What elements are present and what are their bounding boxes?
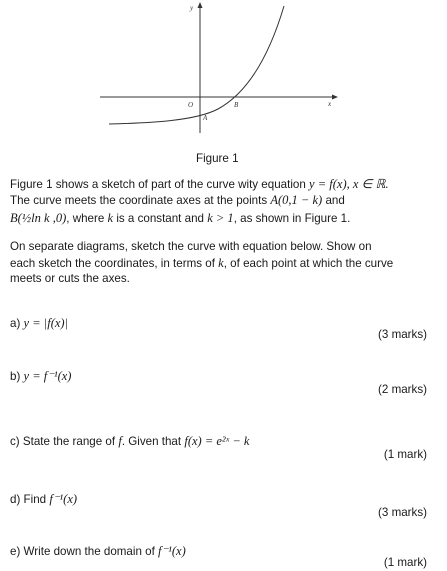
intro-line-3-end: , as shown in Figure 1.	[233, 212, 351, 225]
figure-1-graph	[0, 0, 447, 140]
intro-k-condition: k > 1	[207, 211, 234, 225]
question-a-math: y = |f(x)|	[23, 316, 68, 330]
intro-line-3-where: , where	[66, 212, 105, 225]
question-c-marks: (1 mark)	[383, 448, 427, 461]
question-d-text: Find	[23, 493, 47, 506]
question-b-math: y = f⁻¹(x)	[23, 369, 72, 383]
instructions-k-symbol: k	[218, 256, 224, 270]
intro-line-2	[10, 192, 345, 209]
instructions-line-3: meets or cuts the axes.	[10, 272, 130, 285]
y-axis-arrow	[198, 2, 203, 8]
question-c-text: State the range of	[22, 435, 116, 448]
question-a	[10, 315, 68, 332]
instructions-line-2	[10, 255, 393, 272]
intro-k-symbol: k	[107, 211, 114, 225]
question-c-function: f(x) = e²ˣ − k	[184, 434, 250, 448]
question-c-text-2: . Given that	[121, 435, 182, 448]
intro-line-1-text: Figure 1 shows a sketch of part of the curve wity equation	[10, 178, 306, 191]
x-axis-label: x	[328, 100, 332, 108]
question-d-marks: (3 marks)	[378, 506, 427, 519]
intro-line-2-text: The curve meets the coordinate axes at the points	[10, 194, 268, 207]
figure-caption: Figure 1	[196, 152, 239, 165]
intro-line-1	[10, 176, 389, 193]
question-e-text: Write down the domain of	[23, 545, 155, 558]
question-a-label: a)	[10, 317, 21, 330]
question-d-label: d)	[10, 493, 21, 506]
question-e-marks: (1 mark)	[383, 556, 427, 569]
origin-label: O	[188, 101, 194, 109]
point-a-label: A	[203, 114, 208, 122]
question-c-label: c)	[10, 435, 20, 448]
question-a-marks: (3 marks)	[378, 328, 427, 341]
intro-point-a: A(0,1 − k)	[270, 193, 323, 207]
x-axis-arrow	[332, 95, 338, 100]
instructions-line-2-rest: , of each point at which the curve	[223, 257, 394, 270]
instructions-line-2-text: each sketch the coordinates, in terms of	[10, 257, 215, 270]
intro-line-3-constant: is a constant and	[116, 212, 204, 225]
exponential-curve	[109, 6, 284, 124]
question-b	[10, 368, 71, 385]
question-b-marks: (2 marks)	[378, 383, 427, 396]
intro-point-b-coords: (½ln k ,0)	[17, 211, 67, 225]
intro-line-1-math: y = f(x), x ∈ ℝ.	[309, 177, 389, 191]
intro-point-b-letter: B	[10, 211, 18, 225]
question-c	[10, 433, 249, 450]
intro-line-2-and: and	[325, 194, 345, 207]
point-b-label: B	[234, 101, 239, 109]
question-c-f-symbol: f	[118, 434, 122, 448]
y-axis-label: y	[190, 4, 194, 12]
question-b-label: b)	[10, 370, 21, 383]
question-d	[10, 491, 77, 508]
instructions-line-1: On separate diagrams, sketch the curve with equation below. Show on	[10, 240, 372, 253]
question-e-label: e)	[10, 545, 21, 558]
question-d-math: f⁻¹(x)	[49, 492, 78, 506]
intro-line-3	[10, 210, 350, 227]
question-e	[10, 543, 186, 560]
question-e-math: f⁻¹(x)	[158, 544, 186, 558]
